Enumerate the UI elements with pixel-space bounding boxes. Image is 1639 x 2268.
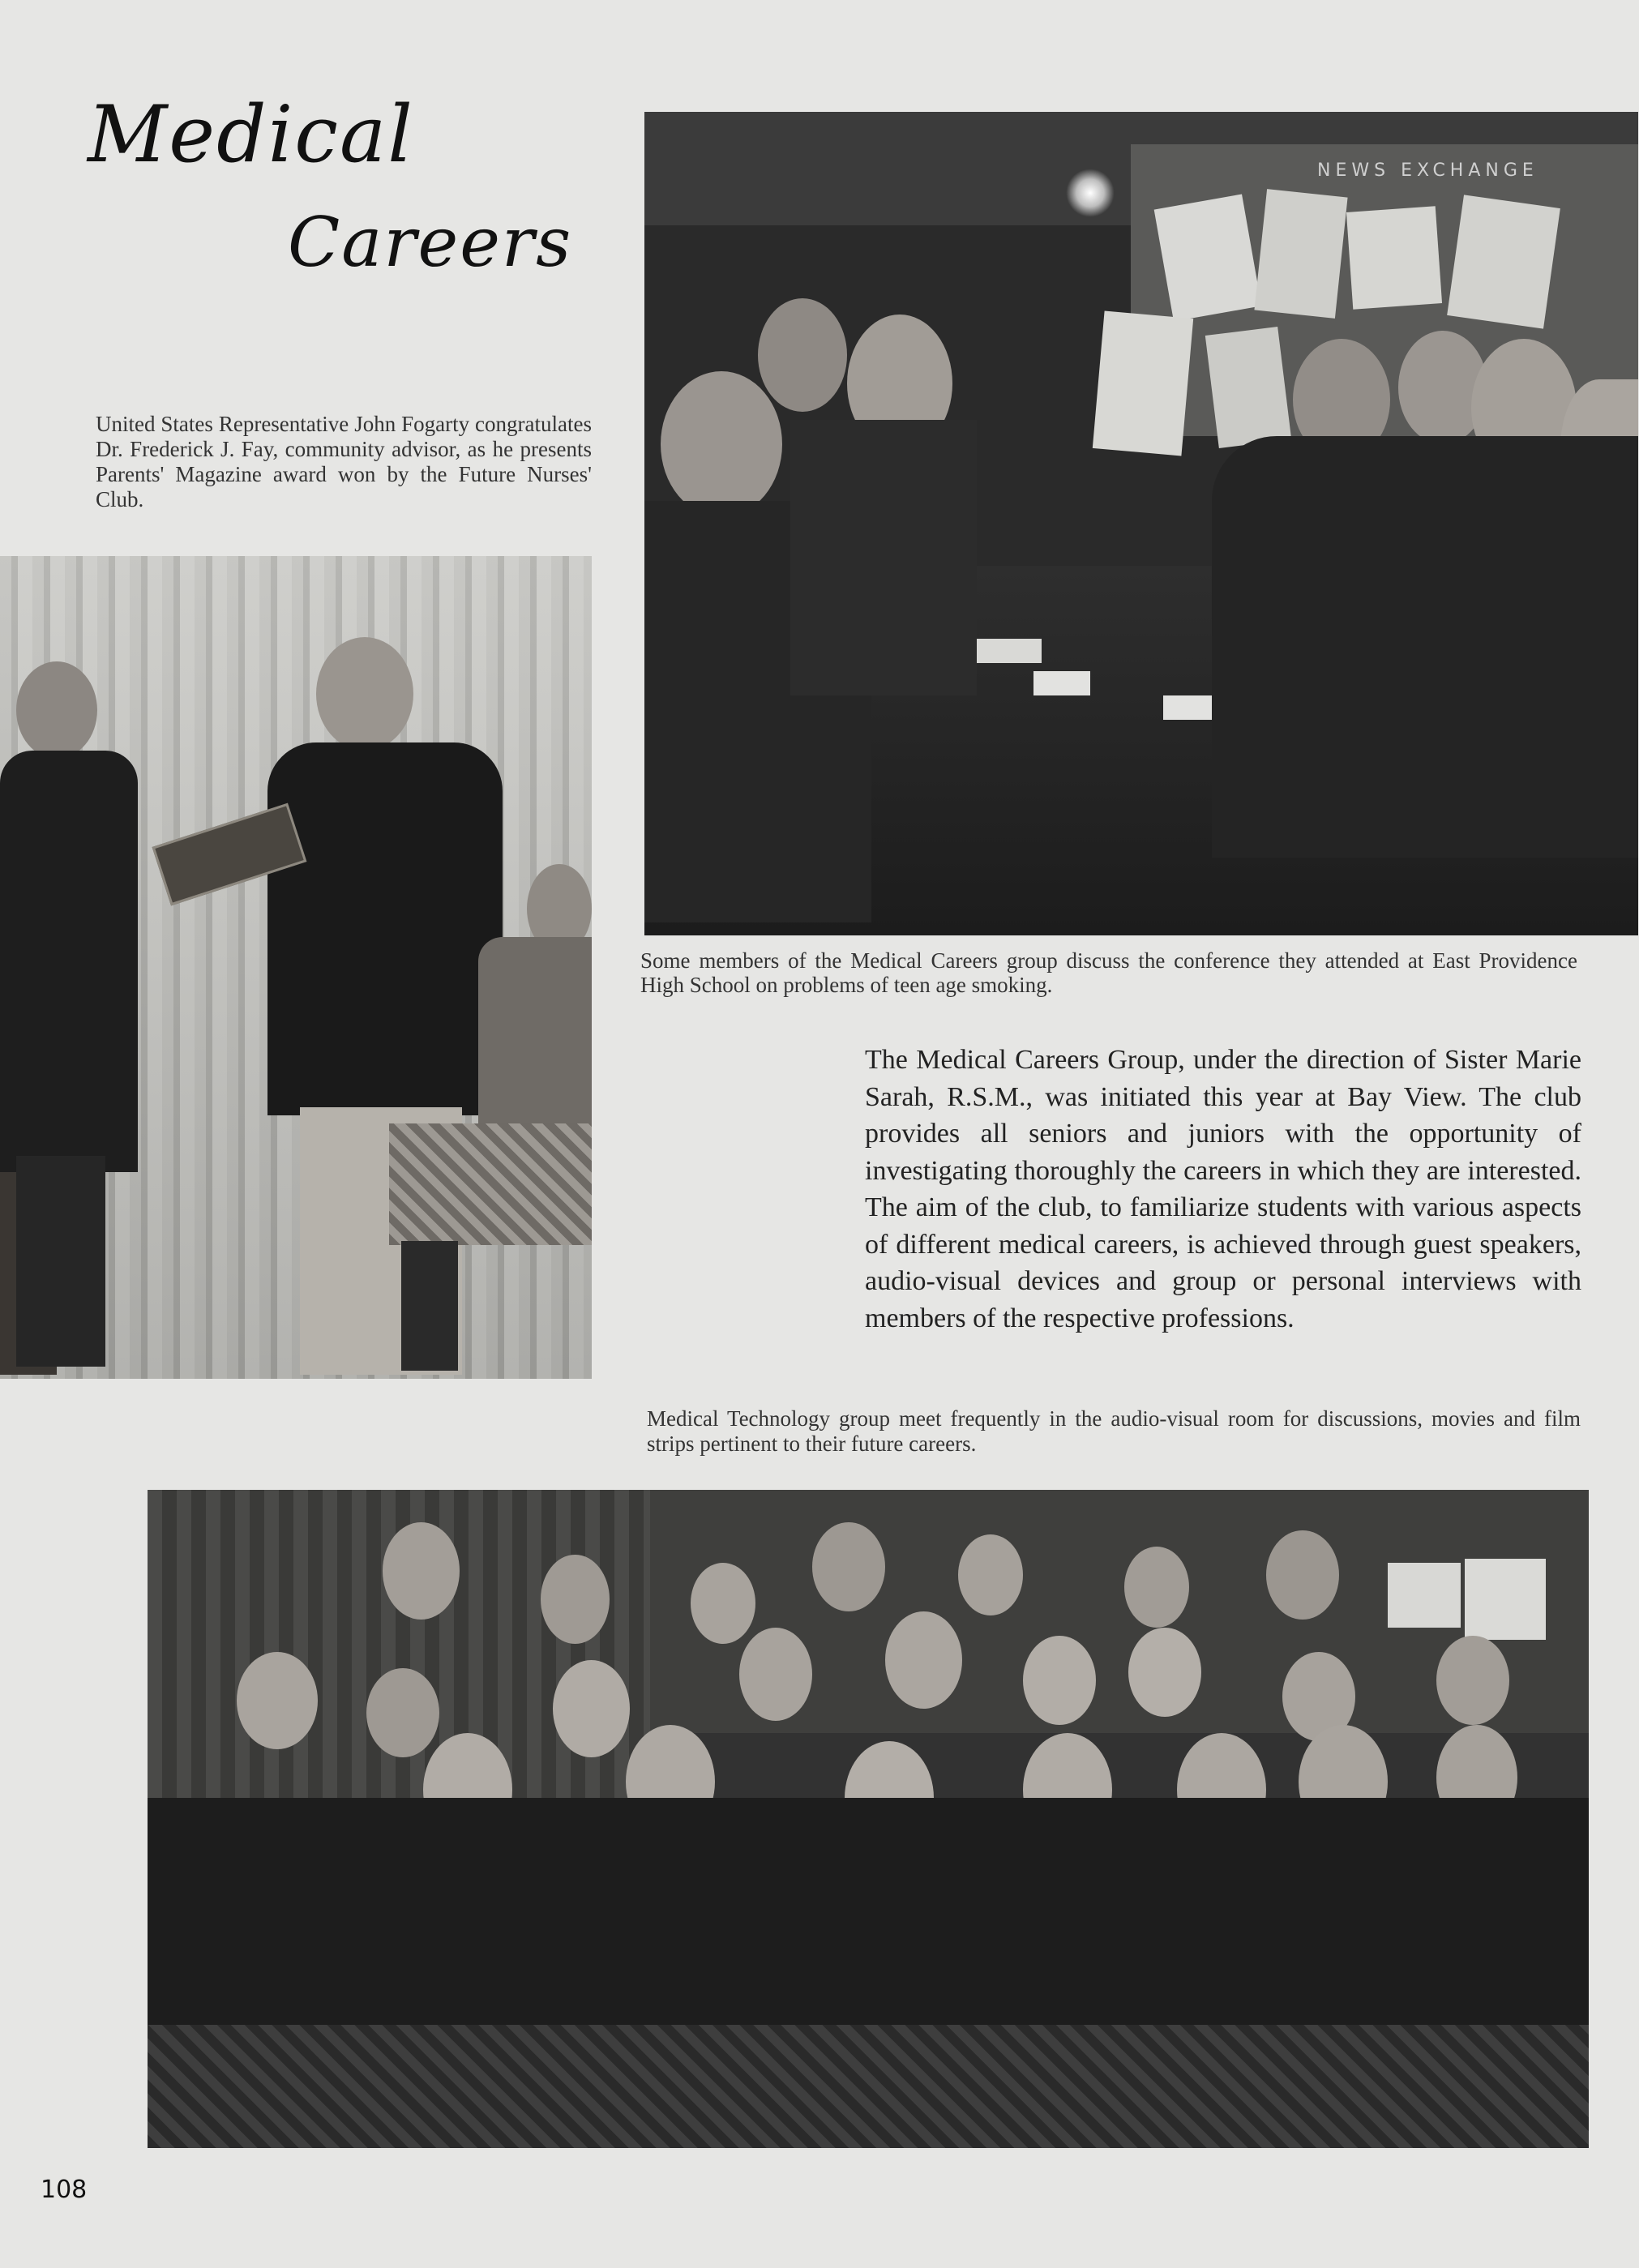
meeting-photo-caption: Some members of the Medical Careers group discuss the conference they attended at East Providence High School on problems of teen age smoking. xyxy=(640,948,1577,997)
award-photo-caption: United States Representative John Fogarty congratulates Dr. Frederick J. Fay, community advisor, as he presents Parents' Magazine award won by the Future Nurses' Club. xyxy=(96,412,592,511)
meeting-table-photo xyxy=(644,112,1638,935)
award-ceremony-photo xyxy=(0,556,592,1379)
news-exchange-sign: NEWS EXCHANGE xyxy=(1317,160,1538,181)
group-photo-caption: Medical Technology group meet frequently in the audio-visual room for discussions, movies and film strips pertinent to their future careers. xyxy=(647,1406,1581,1456)
group-portrait-photo xyxy=(148,1490,1589,2148)
body-text: The Medical Careers Group, under the direction of Sister Marie Sarah, R.S.M., was initiated this year at Bay View. The club provides all seniors and juniors with the opportunity of investigating thoroughly the careers in which they are interested. The aim of the club, to familiarize students with various aspects of different medical careers, is achieved through guest speakers, audio-visual devices and group or personal interviews with members of the respective professions. xyxy=(865,1045,1581,1333)
page-number: 108 xyxy=(41,2176,88,2204)
page-title-line-1: Medical xyxy=(88,89,414,180)
page-title-line-2: Careers xyxy=(288,203,573,282)
